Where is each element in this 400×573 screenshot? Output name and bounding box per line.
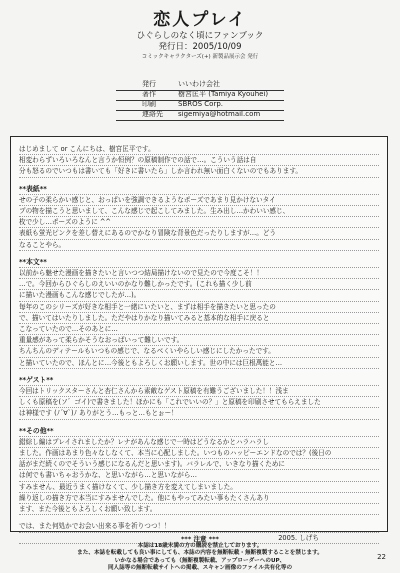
text-line: 重量感があって柔らかそうなおっぱいって難しいです。 [19,335,379,346]
colophon-meta [142,79,268,119]
section-heading: **その他** [19,426,379,437]
section-guest [19,375,379,420]
meta-row-publisher [142,79,268,89]
text-line: ます、また今後ともよろしくお願い致します。 [19,504,379,515]
section-main-text [19,257,379,369]
book-subtitle: ひぐらしのなく頃にファンブック [136,31,264,41]
text-line: 枚で少し…ポーズのように ^^ [19,217,379,228]
meta-value: SBROS Corp. [178,100,224,108]
meta-value: sigemiya@hotmail.com [178,110,261,118]
text-line: すみません、最近うまく描けなくて、少し描き方を変えてしまいました。 [19,482,379,493]
issue-date: 発行日：2005/10/09 [158,42,242,52]
text-line: せの子の柔らかい感じと、おっぱいを強調できるようなポーズであまり見かけないタイ [19,195,379,206]
text-line: 毎年のこのシリーズが好きな相手と一緒にいたいと、まずは相手を描きたいと思ったの [19,302,379,313]
section-heading: **ゲスト** [19,375,379,386]
section-intro [19,144,379,178]
meta-key: 発行 [142,80,156,88]
text-line: 錯綜し編はプレイされましたか？レナがあんな感じで一時はどうなるかとハラハラし [19,437,379,448]
colophon [0,10,400,61]
section-heading: **本文** [19,257,379,268]
meta-key: 印刷 [142,100,156,108]
book-title: 恋人プレイ [153,10,247,30]
section-cover [19,184,379,251]
text-line: こなっていたので…そのあとに… [19,324,379,335]
text-line: ちんちんのディテールもいつもの感じで、なるべくいやらしい感じにしたかったです。 [19,346,379,357]
text-line: 繰り返しの描き方で本当にすみませんでした。他にもやってみたい事もたくさんあり [19,493,379,504]
meta-value: いいわけ会社 [178,80,220,88]
text-line: 表紙も蛍光ピンクを差し替えにあるのでかなり冒険な背景色だったりしますが…。どう [19,228,379,239]
meta-underline [116,90,284,91]
notice-line: いかなる場合であっても（無断複製転載、アップローダーへのUP、 [114,557,286,564]
meta-key: 著作 [142,90,156,98]
meta-underline [116,110,284,111]
text-line: で、描いてはいたりしました。ただやはりかなり描いてみると基本的な相手に戻ると [19,313,379,324]
text-line: はじめまして or こんにちは、樹宮匡平です。 [19,144,379,155]
notice-line: 同人誌等の無断転載サイトへの掲載、スキャン画像のファイル共有化等の [107,565,293,572]
section-other [19,426,379,516]
notice-line: 本誌は18歳未満の方の購読を禁止しております。 [137,543,263,549]
text-line: …で。今回からひぐらしのえいいのかなり難しかったです。(これも描く少し前 [19,279,379,290]
text-line: 相変わらずいろいろなんと言うか恒例？の原稿制作での話で…。こういう話は自 [19,155,379,166]
text-line: なることやら。 [19,240,379,251]
text-line: 以前から魅せた漫画を描きたいと言いつつ結局描けないので見たので今度こそ！！ [19,268,379,279]
text-line: プの物を描こうと思いまして、こんな感じで起こしてみました。生み出し…かわいい感じ、 [19,206,379,217]
section-heading: **表紙** [19,184,379,195]
text-line: ました。作画はあまり色々なしなくて、本当に心配しました。いつものハッピーエンドなのでは？(後日の [19,448,379,459]
text-line: は神様です (ﾉ´∀`)ﾉ ありがとう…もっと…もとぉー！ [19,408,379,419]
meta-key: 連絡先 [142,110,163,118]
meta-underline [116,120,284,121]
event-note: コミックキャラクターズ(+) 新製品展示会 発行 [141,54,259,60]
text-line: に描いた漫画もこんな感じでしたが…)。 [19,290,379,301]
text-line: 分も怒るのでいつもは書いても「好きに書いたら」しか言われ無い面白くないのでもあります。 [19,166,379,177]
notice-title: *** 注意 *** [181,535,219,543]
afterword-text [19,144,379,550]
text-line: と描いていたので、ほんとに…今後ともよろしくお願いします。世の中には巨根萬能と… [19,358,379,369]
page-number: 22 [377,553,386,561]
meta-value: 樹宮匡平 (Tamiya Kyouhei) [178,90,269,98]
meta-underline [116,100,284,101]
text-line: 今回はトリックスターさんと杏仁さんから素敵なゲスト原稿を有難うございました！！浅ま [19,386,379,397]
notice [20,535,380,573]
text-line: は何でも書いちゃおうかな、と思いながら…と思いながら… [19,470,379,481]
notice-line: また、本誌を転載しても良い事にしても、本誌の内容を無断転載・無断複製することを禁じます。 [77,550,323,557]
text-line: では、また何処かでお会い出来る事を祈りつつ！！ [19,521,379,532]
text-line: しくも原稿を(ソ゛ゴイ)で書きました！ほかにも「これでいいの？」と原稿を印刷させてもらえました [19,397,379,408]
signature: 2005. しげち [19,533,379,544]
text-line: 話がまだ続くのでそういう感じになるんだと思います)。バラレルで、いきなり描くために [19,459,379,470]
